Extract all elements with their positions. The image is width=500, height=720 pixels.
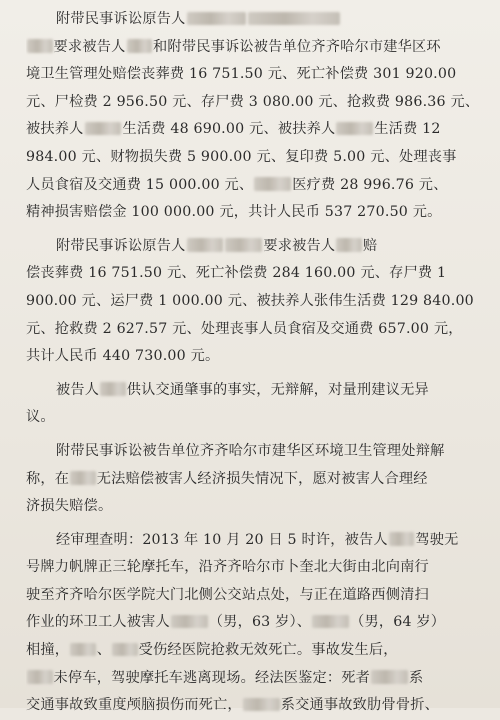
text-line: 元、抢救费 2 627.57 元、处理丧事人员食宿及交通费 657.00 元， <box>26 320 463 337</box>
paragraph-4 <box>26 438 486 521</box>
text-line: 交通事故致重度颅脑损伤而死亡， 系交通事故致肋骨骨折、 <box>26 697 439 714</box>
paragraph-5 <box>26 527 486 720</box>
redaction <box>371 670 408 683</box>
redaction <box>27 670 53 683</box>
paragraph-2 <box>26 233 486 371</box>
text-line: 议。 <box>26 409 55 426</box>
redaction <box>187 238 224 251</box>
text-line: 相撞， 、 受伤经医院抢救无效死亡。事故发生后， <box>26 642 398 659</box>
text-line: 济损失赔偿。 <box>26 498 113 515</box>
text-line: 驶至齐齐哈尔医学院大门北侧公交站点处，与正在道路西侧清扫 <box>26 586 429 603</box>
text-line: 元、尸检费 2 956.50 元、存尸费 3 080.00 元、抢救费 986.36 元、 <box>26 93 480 110</box>
redaction <box>312 615 349 628</box>
redaction <box>127 39 153 52</box>
paragraph-3 <box>26 377 486 432</box>
text-line: 被扶养人 生活费 48 690.00 元、被扶养人 生活费 12 <box>26 121 441 138</box>
text-line: 境卫生管理处赔偿丧葬费 16 751.50 元、死亡补偿费 301 920.00 <box>26 66 457 83</box>
text-line: 附带民事诉讼原告人 要求被告人 赔 <box>56 237 378 254</box>
text-line: 共计人民币 440 730.00 元。 <box>26 348 220 365</box>
text-line: 人员食宿及交通费 15 000.00 元、 医疗费 28 996.76 元、 <box>26 176 448 193</box>
redaction <box>336 238 362 251</box>
redaction <box>27 39 53 52</box>
text-line: 作业的环卫工人被害人 （男，63 岁）、 （男，64 岁） <box>26 614 446 631</box>
redaction <box>112 643 138 656</box>
redaction <box>70 471 96 484</box>
text-line: 精神损害赔偿金 100 000.00 元，共计人民币 537 270.50 元。 <box>26 204 442 221</box>
redaction <box>187 12 247 25</box>
text-line: 未停车，驾驶摩托车逃离现场。经法医鉴定：死者 系 <box>26 665 486 693</box>
text-line: 称，在 无法赔偿被害人经济损失情况下，愿对被害人合理经 <box>26 470 428 487</box>
redaction <box>85 122 122 135</box>
redaction <box>70 643 96 656</box>
text-line: 900.00 元、运尸费 1 000.00 元、被扶养人张伟生活费 129 840.00 <box>26 292 474 309</box>
redaction <box>248 12 340 25</box>
text-line: 被告人 供认交通肇事的事实，无辩解，对量刑建议无异 <box>56 381 429 398</box>
text-line: 号牌力帆牌正三轮摩托车，沿齐齐哈尔市卜奎北大街由北向南行 <box>26 559 429 576</box>
text-line: 经审理查明：2013 年 10 月 20 日 5 时许，被告人 驾驶无 <box>56 531 459 548</box>
redaction <box>171 615 208 628</box>
redaction <box>100 382 126 395</box>
text-line: 附带民事诉讼原告人 <box>26 6 486 34</box>
redaction <box>225 238 262 251</box>
paragraph-1 <box>26 6 486 227</box>
redaction <box>389 532 415 545</box>
redaction <box>243 698 280 711</box>
text-line: 984.00 元、财物损失费 5 900.00 元、复印费 5.00 元、处理丧事 <box>26 148 457 165</box>
redaction <box>336 122 373 135</box>
redaction <box>254 177 291 190</box>
text-line: 偿丧葬费 16 751.50 元、死亡补偿费 284 160.00 元、存尸费 1 <box>26 265 447 282</box>
text-line: 要求被告人 和附带民事诉讼被告单位齐齐哈尔市建华区环 <box>26 34 486 62</box>
text-line: 附带民事诉讼被告单位齐齐哈尔市建华区环境卫生管理处辩解 <box>56 442 445 459</box>
